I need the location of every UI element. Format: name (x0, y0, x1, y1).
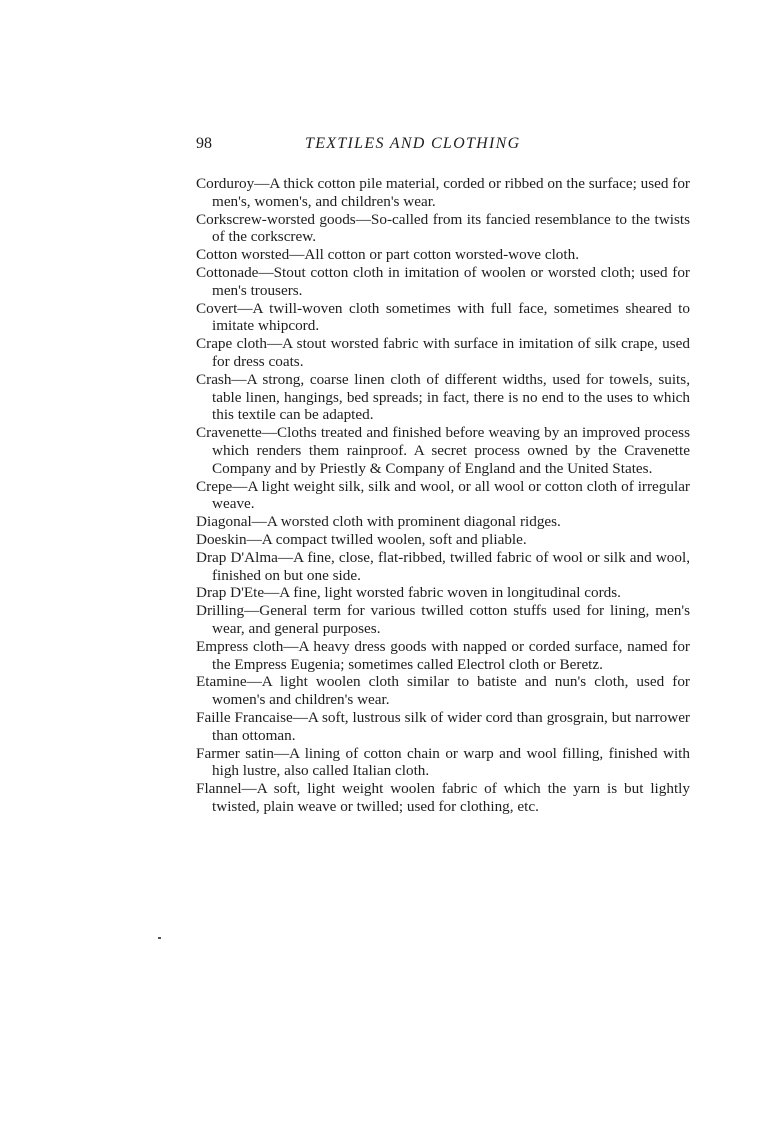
glossary-entry-drap-dalma: Drap D'Alma—A fine, close, flat-ribbed, twilled fabric of wool or silk and wool, finished on but one side. (196, 548, 690, 584)
glossary-entry-crash: Crash—A strong, coarse linen cloth of different widths, used for towels, suits, table linen, hangings, bed spreads; in fact, there is no end to the uses to which this textile can be adapted. (196, 370, 690, 424)
running-title: TEXTILES AND CLOTHING (305, 135, 521, 152)
glossary-entry-drap-dete: Drap D'Ete—A fine, light worsted fabric woven in longitudinal cords. (196, 584, 621, 602)
glossary-entry-corkscrew-worsted: Corkscrew-worsted goods—So-called from its fancied resemblance to the twists of the corkscrew. (196, 210, 690, 246)
glossary-entries (196, 175, 690, 816)
glossary-entry-corduroy: Corduroy—A thick cotton pile material, corded or ribbed on the surface; used for men's, women's, and children's wear. (196, 175, 690, 210)
glossary-entry-farmer-satin: Farmer satin—A lining of cotton chain or warp and wool filling, finished with high lustre, also called Italian cloth. (196, 744, 690, 780)
glossary-entry-cotton-worsted: Cotton worsted—All cotton or part cotton worsted-wove cloth. (196, 246, 579, 264)
glossary-entry-faille-francaise: Faille Francaise—A soft, lustrous silk of wider cord than grosgrain, but narrower than ottoman. (196, 708, 690, 744)
glossary-entry-crepe: Crepe—A light weight silk, silk and wool, or all wool or cotton cloth of irregular weave. (196, 477, 690, 513)
glossary-entry-drilling: Drilling—General term for various twilled cotton stuffs used for lining, men's wear, and general purposes. (196, 602, 690, 637)
glossary-entry-empress-cloth: Empress cloth—A heavy dress goods with napped or corded surface, named for the Empress Eugenia; sometimes called Electrol cloth or Beretz. (196, 637, 690, 673)
glossary-entry-cravenette: Cravenette—Cloths treated and finished before weaving by an improved process which renders them rainproof. A secret process owned by the Cravenette Company and by Priestly & Company of England and the United States. (196, 424, 690, 477)
glossary-entry-crape-cloth: Crape cloth—A stout worsted fabric with surface in imitation of silk crape, used for dress coats. (196, 335, 690, 370)
glossary-entry-flannel: Flannel—A soft, light weight woolen fabric of which the yarn is but lightly twisted, plain weave or twilled; used for clothing, etc. (196, 780, 690, 815)
glossary-entry-covert: Covert—A twill-woven cloth sometimes with full face, sometimes sheared to imitate whipcord. (196, 299, 690, 335)
glossary-entry-etamine: Etamine—A light woolen cloth similar to batiste and nun's cloth, used for women's and children's wear. (196, 673, 690, 709)
scan-speck (158, 937, 161, 939)
glossary-entry-doeskin: Doeskin—A compact twilled woolen, soft and pliable. (196, 530, 527, 548)
glossary-entry-cottonade: Cottonade—Stout cotton cloth in imitation of woolen or worsted cloth; used for men's trousers. (196, 263, 690, 299)
page-number: 98 (196, 135, 212, 152)
glossary-entry-diagonal: Diagonal—A worsted cloth with prominent diagonal ridges. (196, 513, 561, 531)
